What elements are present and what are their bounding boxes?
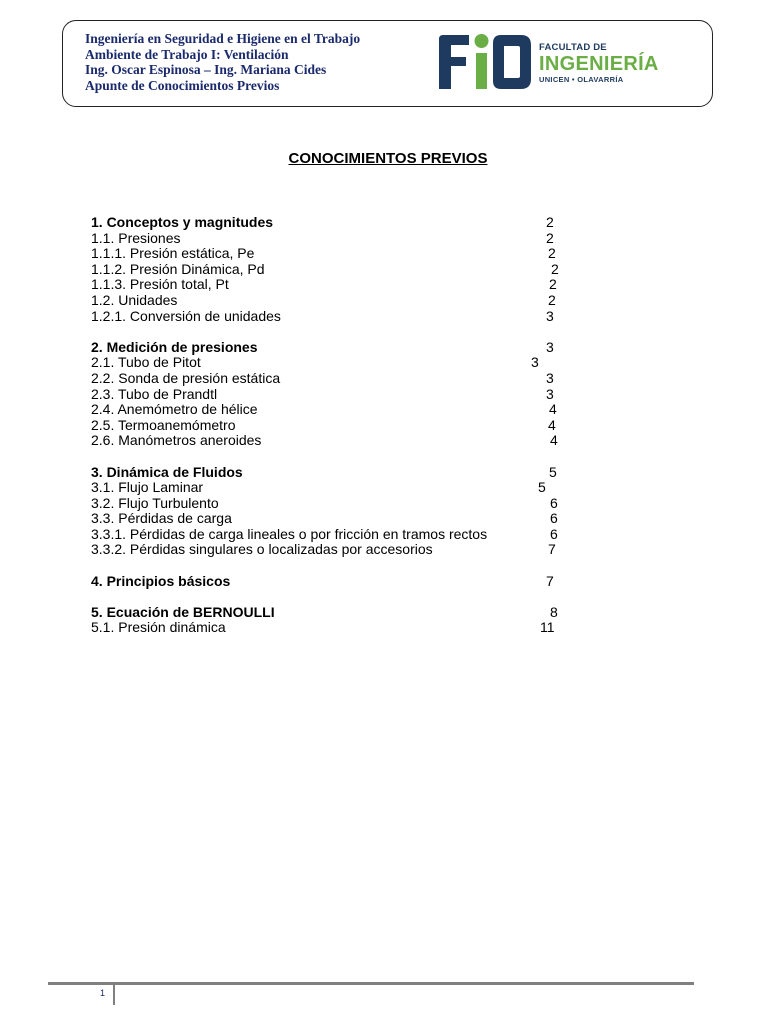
toc-entry	[91, 246, 571, 262]
toc-entry-label: 1.2. Unidades	[91, 291, 178, 308]
toc-entry-label: 2.6. Manómetros aneroides	[91, 432, 262, 449]
toc-entry	[91, 496, 571, 512]
fi-logo-mark-icon	[439, 33, 533, 93]
toc-entry-page: 5	[538, 479, 546, 496]
toc-entry-page: 2	[546, 214, 554, 230]
toc-entry-page: 7	[548, 541, 556, 558]
toc-entry-label: 3.1. Flujo Laminar	[91, 479, 204, 496]
toc-entry-label: 1.1.3. Presión total, Pt	[91, 276, 229, 293]
toc-entry-label: 5. Ecuación de BERNOULLI	[91, 603, 275, 620]
toc-entry	[91, 620, 571, 636]
toc-entry-label: 1. Conceptos y magnitudes	[91, 214, 274, 230]
toc-entry	[91, 340, 571, 356]
page-header	[62, 20, 713, 107]
toc-entry-page: 2	[548, 245, 556, 262]
toc-entry	[91, 215, 571, 231]
toc-entry-label: 1.1.1. Presión estática, Pe	[91, 245, 255, 262]
faculty-logo	[439, 33, 679, 93]
toc-entry	[91, 355, 571, 371]
toc-entry	[91, 574, 571, 590]
header-authors-line: Ing. Oscar Espinosa – Ing. Mariana Cides	[85, 62, 327, 77]
toc-entry	[91, 387, 571, 403]
toc-entry-label: 4. Principios básicos	[91, 572, 231, 589]
toc-entry-page: 4	[550, 432, 558, 449]
toc-entry	[91, 277, 571, 293]
toc-entry-label: 3.3. Pérdidas de carga	[91, 510, 232, 527]
toc-entry-page: 3	[546, 369, 554, 386]
toc-entry-page: 3	[546, 307, 554, 324]
toc-entry-page: 11	[540, 619, 555, 636]
toc-entry-page: 2	[549, 276, 557, 293]
toc-entry-page: 6	[550, 525, 558, 542]
header-course-line: Ingeniería en Seguridad e Higiene en el Trabajo	[85, 31, 361, 46]
toc-entry-page: 4	[549, 401, 557, 418]
logo-facultad-de: FACULTAD DE	[539, 42, 607, 53]
table-of-contents	[91, 215, 571, 636]
header-subject-line: Ambiente de Trabajo I: Ventilación	[85, 46, 289, 62]
toc-entry	[91, 433, 571, 449]
header-document-line: Apunte de Conocimientos Previos	[85, 77, 280, 93]
toc-entry-page: 5	[549, 463, 557, 480]
toc-entry-label: 3.3.2. Pérdidas singulares o localizadas por accesorios	[91, 541, 433, 558]
logo-ingenieria: INGENIERÍA	[539, 53, 659, 75]
toc-entry-page: 8	[550, 603, 558, 620]
toc-entry-page: 2	[551, 260, 559, 277]
toc-entry-label: 1.1. Presiones	[91, 229, 181, 246]
footer-divider	[113, 985, 115, 1005]
toc-entry-page: 6	[550, 510, 558, 527]
toc-entry-page: 3	[546, 385, 554, 402]
toc-entry-page: 7	[546, 572, 554, 589]
toc-entry-label: 1.1.2. Presión Dinámica, Pd	[91, 260, 265, 277]
toc-entry	[91, 480, 571, 496]
toc-entry-label: 3.2. Flujo Turbulento	[91, 494, 219, 511]
toc-entry-page: 4	[548, 416, 556, 433]
toc-entry	[91, 231, 571, 247]
toc-entry-label: 2.1. Tubo de Pitot	[91, 354, 201, 371]
toc-entry	[91, 511, 571, 527]
toc-entry	[91, 262, 571, 278]
toc-entry-label: 3.3.1. Pérdidas de carga lineales o por fricción en tramos rectos	[91, 525, 488, 542]
page-number: 1	[100, 988, 106, 998]
toc-entry-page: 2	[548, 291, 556, 308]
toc-entry-page: 3	[546, 338, 554, 355]
toc-entry-label: 2.3. Tubo de Prandtl	[91, 385, 218, 402]
toc-entry	[91, 605, 571, 621]
document-title: CONOCIMIENTOS PREVIOS	[288, 150, 488, 167]
logo-text	[539, 42, 659, 85]
toc-entry	[91, 371, 571, 387]
toc-entry-label: 2.2. Sonda de presión estática	[91, 369, 281, 386]
toc-entry	[91, 309, 571, 325]
toc-entry	[91, 527, 571, 543]
toc-entry-page: 6	[550, 494, 558, 511]
header-text-block	[85, 31, 360, 93]
logo-unicen-olavarria: UNICEN • OLAVARRÍA	[539, 75, 624, 84]
toc-entry-label: 2. Medición de presiones	[91, 338, 258, 355]
toc-entry	[91, 465, 571, 481]
toc-entry-label: 2.4. Anemómetro de hélice	[91, 401, 258, 418]
toc-entry-page: 3	[531, 354, 539, 371]
toc-entry-label: 5.1. Presión dinámica	[91, 619, 226, 636]
toc-entry	[91, 293, 571, 309]
footer-rule	[48, 982, 694, 985]
toc-entry	[91, 402, 571, 418]
toc-entry-label: 1.2.1. Conversión de unidades	[91, 307, 281, 324]
toc-entry-page: 2	[546, 229, 554, 246]
toc-entry	[91, 418, 571, 434]
toc-entry	[91, 542, 571, 558]
toc-entry-label: 2.5. Termoanemómetro	[91, 416, 236, 433]
toc-entry-label: 3. Dinámica de Fluidos	[91, 463, 243, 480]
